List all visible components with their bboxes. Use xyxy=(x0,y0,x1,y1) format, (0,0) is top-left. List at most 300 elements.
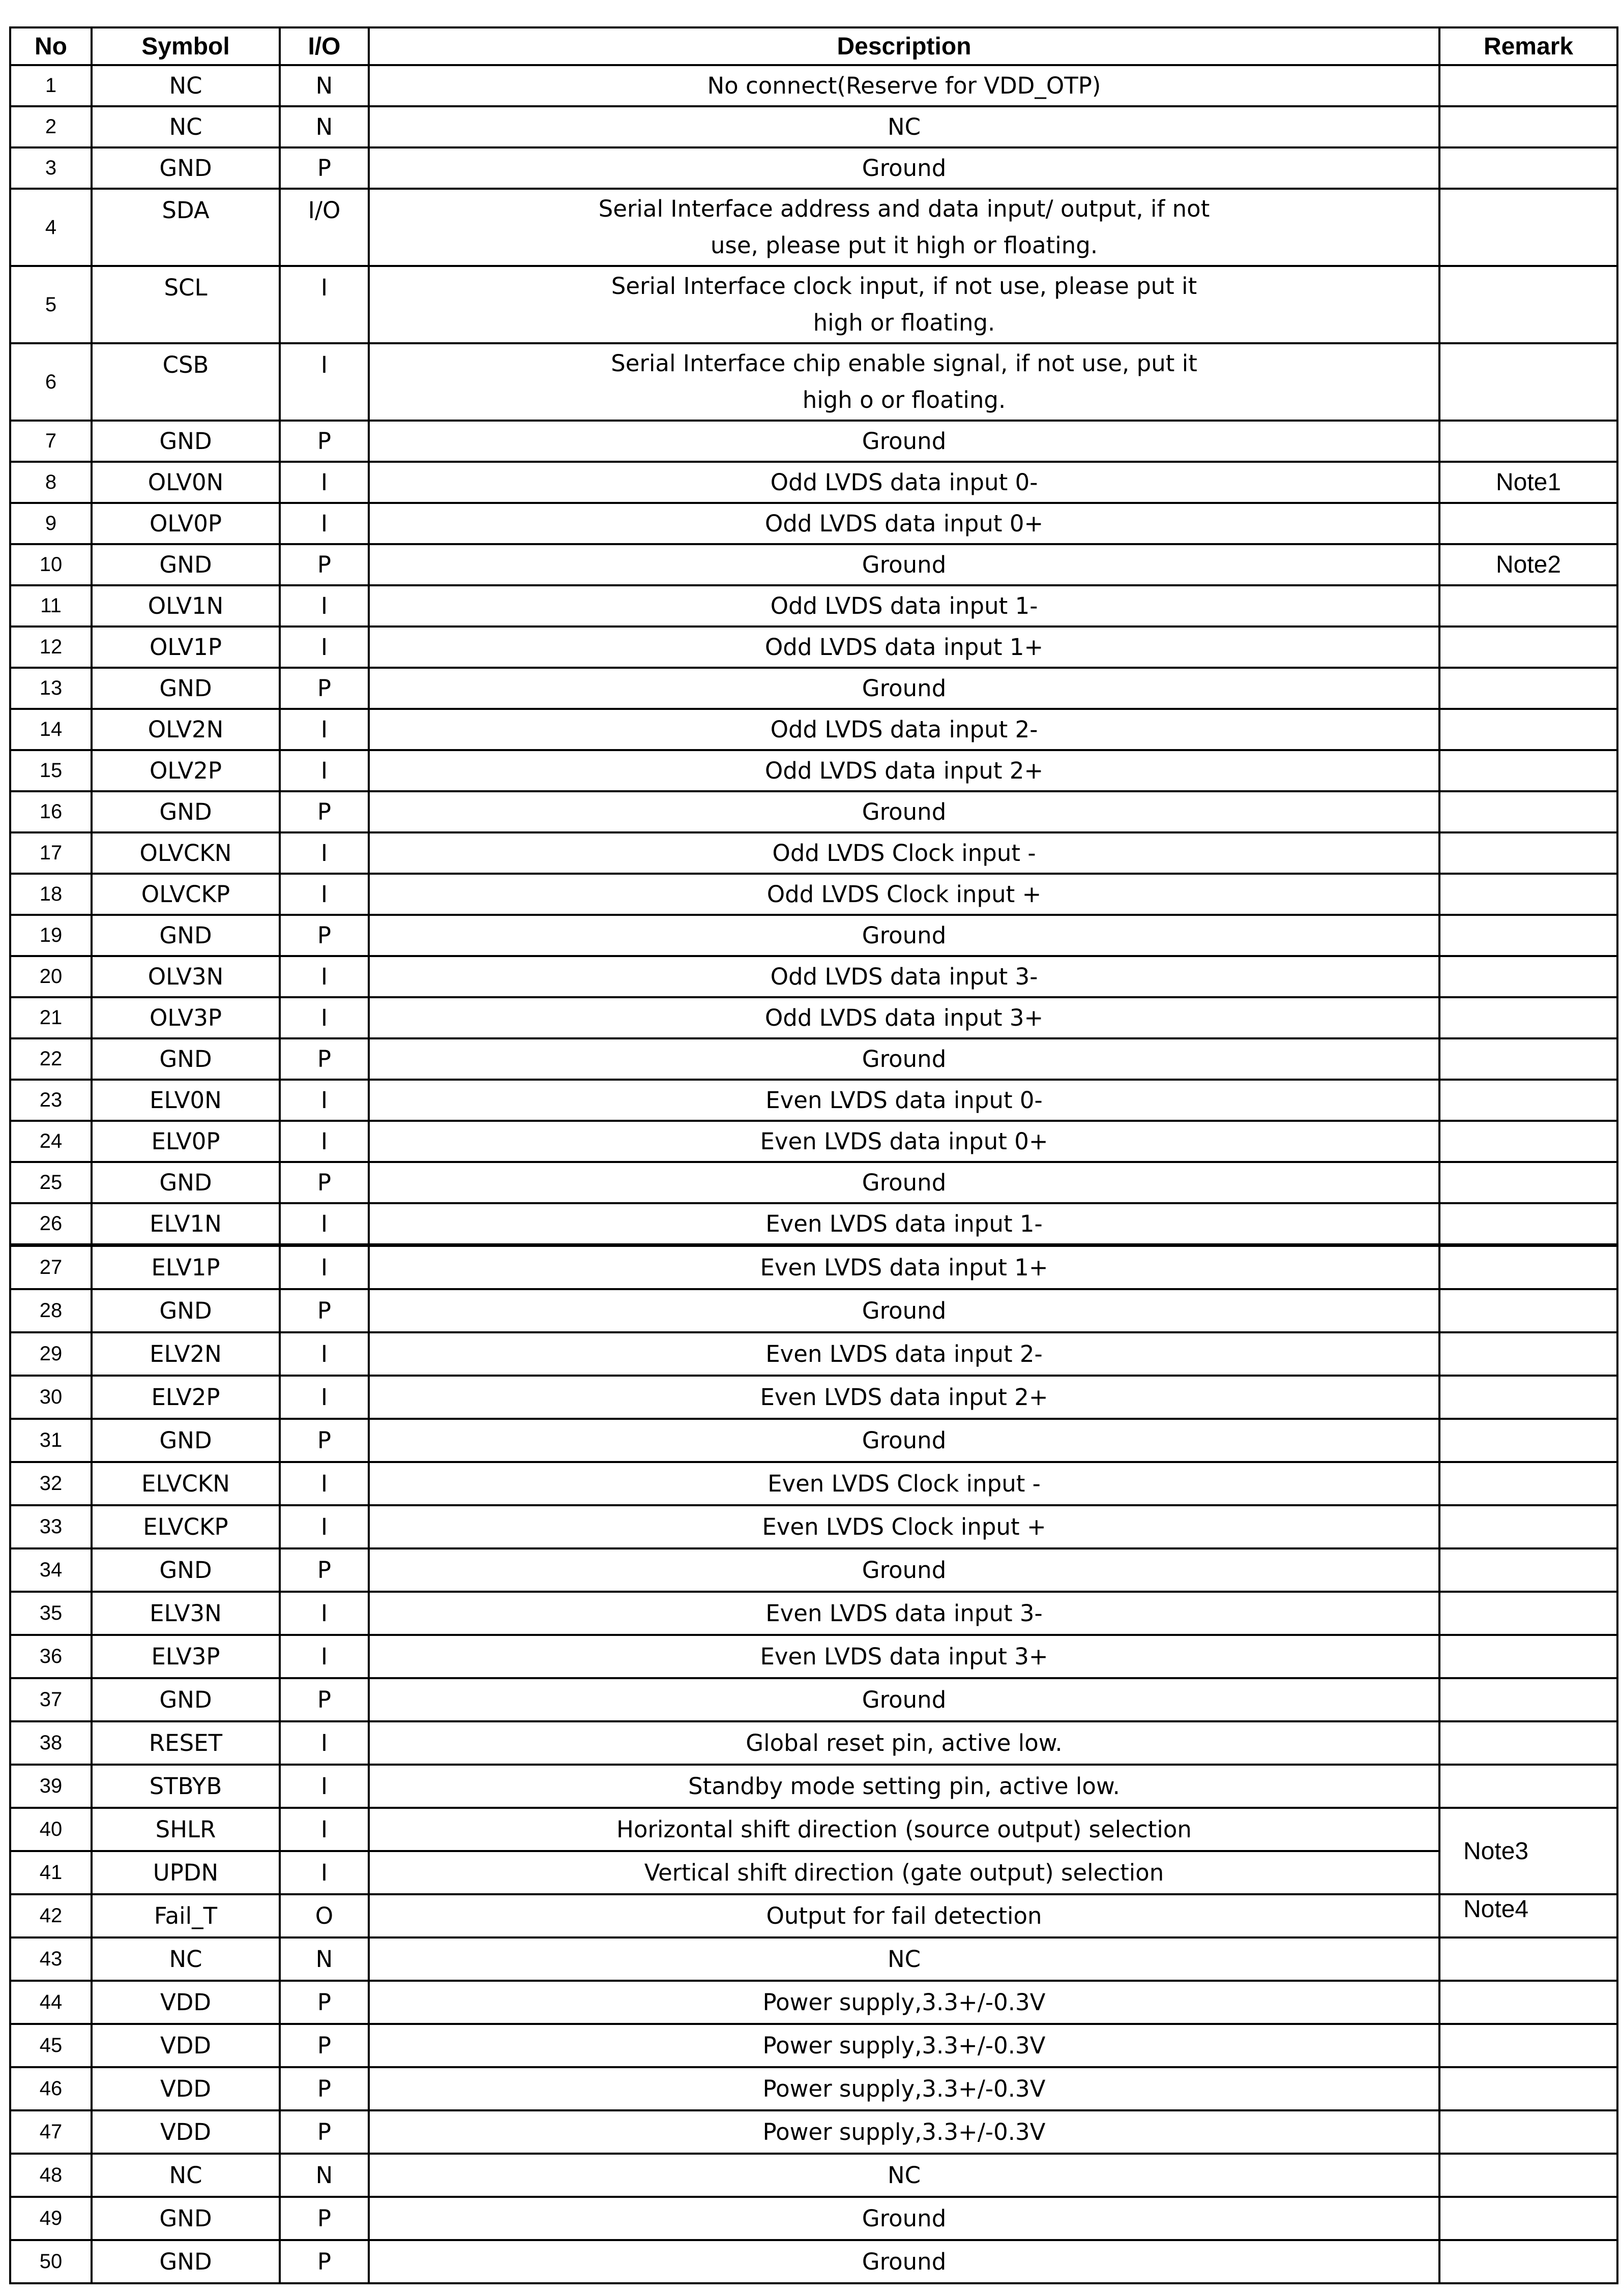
pin-symbol: GND xyxy=(92,668,280,709)
table-row xyxy=(10,668,1617,709)
pin-symbol: VDD xyxy=(92,2067,280,2110)
pin-symbol: NC xyxy=(92,106,280,147)
pin-description xyxy=(369,189,1439,266)
pin-number: 40 xyxy=(10,1808,92,1851)
pin-remark xyxy=(1439,1678,1617,1721)
pin-description: NC xyxy=(369,106,1439,147)
pin-remark xyxy=(1439,2110,1617,2154)
pin-description: Ground xyxy=(369,791,1439,832)
table-row xyxy=(10,1548,1617,1592)
pin-symbol: OLV3N xyxy=(92,956,280,997)
pin-number: 21 xyxy=(10,997,92,1038)
pin-io: P xyxy=(280,1289,369,1332)
pin-io: P xyxy=(280,2067,369,2110)
pin-number: 41 xyxy=(10,1851,92,1894)
pin-number: 34 xyxy=(10,1548,92,1592)
pin-symbol: GND xyxy=(92,2197,280,2240)
pin-remark xyxy=(1439,668,1617,709)
pin-remark xyxy=(1439,1038,1617,1080)
table-row xyxy=(10,832,1617,874)
table-row xyxy=(10,1981,1617,2024)
pin-io: N xyxy=(280,106,369,147)
pin-remark xyxy=(1439,1937,1617,1981)
pin-symbol: SDA xyxy=(92,189,280,266)
pin-io: I xyxy=(280,1808,369,1851)
pin-number: 44 xyxy=(10,1981,92,2024)
pin-io: N xyxy=(280,65,369,106)
table-row xyxy=(10,544,1617,585)
table-row xyxy=(10,1419,1617,1462)
pin-remark xyxy=(1439,1121,1617,1162)
pin-remark xyxy=(1439,956,1617,997)
pin-number: 1 xyxy=(10,65,92,106)
pin-number: 11 xyxy=(10,585,92,627)
pin-number: 49 xyxy=(10,2197,92,2240)
pin-io: I xyxy=(280,1592,369,1635)
pin-description xyxy=(369,343,1439,421)
pin-io: P xyxy=(280,2110,369,2154)
pin-symbol: NC xyxy=(92,1937,280,1981)
table-row xyxy=(10,2024,1617,2067)
pin-description: Odd LVDS Clock input - xyxy=(369,832,1439,874)
pin-io: I xyxy=(280,1505,369,1548)
table-row xyxy=(10,1937,1617,1981)
pin-remark xyxy=(1439,147,1617,189)
pin-symbol: GND xyxy=(92,1678,280,1721)
table-row xyxy=(10,2240,1617,2283)
table-row xyxy=(10,1765,1617,1808)
pin-description: No connect(Reserve for VDD_OTP) xyxy=(369,65,1439,106)
pin-symbol: OLV1N xyxy=(92,585,280,627)
pin-io: I xyxy=(280,997,369,1038)
pin-remark xyxy=(1439,1548,1617,1592)
pin-io: P xyxy=(280,1038,369,1080)
pin-number: 32 xyxy=(10,1462,92,1505)
pin-number: 8 xyxy=(10,462,92,503)
pin-description: Odd LVDS data input 3- xyxy=(369,956,1439,997)
pin-number: 10 xyxy=(10,544,92,585)
pin-remark xyxy=(1439,1419,1617,1462)
pin-number: 30 xyxy=(10,1376,92,1419)
table-row xyxy=(10,1376,1617,1419)
pin-remark xyxy=(1439,266,1617,343)
pin-remark xyxy=(1439,832,1617,874)
pin-description: Even LVDS data input 3+ xyxy=(369,1635,1439,1678)
pin-remark xyxy=(1439,1080,1617,1121)
pin-number: 17 xyxy=(10,832,92,874)
pin-table-upper xyxy=(9,26,1618,1245)
table-row xyxy=(10,1851,1617,1894)
pin-io: I xyxy=(280,832,369,874)
pin-number: 3 xyxy=(10,147,92,189)
pin-symbol: GND xyxy=(92,1289,280,1332)
table-row xyxy=(10,106,1617,147)
pin-description: Odd LVDS data input 1+ xyxy=(369,627,1439,668)
pin-io: P xyxy=(280,2197,369,2240)
pin-io: I xyxy=(280,503,369,544)
pin-io: P xyxy=(280,1981,369,2024)
pin-io: I/O xyxy=(280,189,369,266)
pin-number: 4 xyxy=(10,189,92,266)
pin-remark xyxy=(1439,343,1617,421)
pin-symbol: ELV2N xyxy=(92,1332,280,1376)
pin-remark xyxy=(1439,2067,1617,2110)
pin-description: Ground xyxy=(369,544,1439,585)
table-row xyxy=(10,1678,1617,1721)
pin-io: P xyxy=(280,791,369,832)
table-row xyxy=(10,266,1617,343)
pin-number: 19 xyxy=(10,915,92,956)
pin-symbol: OLV2N xyxy=(92,709,280,750)
pin-remark xyxy=(1439,2024,1617,2067)
pin-symbol: GND xyxy=(92,421,280,462)
pin-remark xyxy=(1439,1721,1617,1765)
description-line: high o or floating. xyxy=(802,386,1006,413)
pin-io: I xyxy=(280,343,369,421)
table-row xyxy=(10,1592,1617,1635)
table-row xyxy=(10,1635,1617,1678)
pin-symbol: VDD xyxy=(92,1981,280,2024)
pin-number: 38 xyxy=(10,1721,92,1765)
header-description: Description xyxy=(369,27,1439,65)
pin-symbol: OLV0P xyxy=(92,503,280,544)
pin-number: 7 xyxy=(10,421,92,462)
pin-symbol: ELVCKP xyxy=(92,1505,280,1548)
pin-symbol: RESET xyxy=(92,1721,280,1765)
table-row xyxy=(10,1462,1617,1505)
description-line: Serial Interface chip enable signal, if not use, put it xyxy=(611,350,1197,377)
pin-number: 15 xyxy=(10,750,92,791)
pin-number: 45 xyxy=(10,2024,92,2067)
pin-symbol: ELV3P xyxy=(92,1635,280,1678)
pin-symbol: GND xyxy=(92,791,280,832)
table-row xyxy=(10,421,1617,462)
table-row xyxy=(10,65,1617,106)
pin-number: 36 xyxy=(10,1635,92,1678)
table-row xyxy=(10,997,1617,1038)
pin-description: Ground xyxy=(369,2240,1439,2283)
table-row xyxy=(10,1121,1617,1162)
pin-description: Odd LVDS data input 2+ xyxy=(369,750,1439,791)
pin-io: P xyxy=(280,1548,369,1592)
pin-symbol: GND xyxy=(92,1419,280,1462)
pin-symbol: NC xyxy=(92,65,280,106)
pin-remark xyxy=(1439,915,1617,956)
table-row xyxy=(10,1162,1617,1203)
pin-description: Global reset pin, active low. xyxy=(369,1721,1439,1765)
pin-number: 37 xyxy=(10,1678,92,1721)
description-line: high or floating. xyxy=(813,309,995,336)
table-row xyxy=(10,503,1617,544)
pin-number: 9 xyxy=(10,503,92,544)
pin-symbol: Fail_T xyxy=(92,1894,280,1937)
table-row xyxy=(10,1808,1617,1851)
pin-io: I xyxy=(280,1246,369,1289)
pin-io: P xyxy=(280,544,369,585)
pin-io: I xyxy=(280,750,369,791)
table-row xyxy=(10,2154,1617,2197)
pin-description: Ground xyxy=(369,668,1439,709)
pin-remark xyxy=(1439,421,1617,462)
pin-remark: Note4 xyxy=(1439,1894,1617,1937)
pin-symbol: ELVCKN xyxy=(92,1462,280,1505)
pin-symbol: VDD xyxy=(92,2024,280,2067)
pin-io: P xyxy=(280,2240,369,2283)
pin-description: Odd LVDS Clock input + xyxy=(369,874,1439,915)
pin-number: 5 xyxy=(10,266,92,343)
pin-description: Even LVDS data input 3- xyxy=(369,1592,1439,1635)
pin-remark xyxy=(1439,1462,1617,1505)
pin-remark: Note1 xyxy=(1439,462,1617,503)
pin-io: I xyxy=(280,709,369,750)
pin-io: I xyxy=(280,1332,369,1376)
pin-symbol: UPDN xyxy=(92,1851,280,1894)
table-row xyxy=(10,2110,1617,2154)
pin-io: I xyxy=(280,266,369,343)
pin-remark xyxy=(1439,585,1617,627)
pin-number: 27 xyxy=(10,1246,92,1289)
pin-description: Odd LVDS data input 0- xyxy=(369,462,1439,503)
pin-table-lower xyxy=(9,1245,1618,2284)
pin-symbol: CSB xyxy=(92,343,280,421)
pin-remark xyxy=(1439,1765,1617,1808)
pin-symbol: GND xyxy=(92,1162,280,1203)
table-row xyxy=(10,585,1617,627)
pin-number: 28 xyxy=(10,1289,92,1332)
pin-symbol: OLV0N xyxy=(92,462,280,503)
pin-description: Standby mode setting pin, active low. xyxy=(369,1765,1439,1808)
table-row xyxy=(10,874,1617,915)
pin-number: 48 xyxy=(10,2154,92,2197)
table-row xyxy=(10,1080,1617,1121)
pin-remark xyxy=(1439,1981,1617,2024)
pin-io: I xyxy=(280,956,369,997)
pin-number: 24 xyxy=(10,1121,92,1162)
pin-description: Even LVDS data input 0- xyxy=(369,1080,1439,1121)
pin-remark xyxy=(1439,65,1617,106)
pin-number: 31 xyxy=(10,1419,92,1462)
pin-description: Ground xyxy=(369,147,1439,189)
description-line: Serial Interface address and data input/ output, if not xyxy=(598,195,1210,222)
pin-remark xyxy=(1439,1376,1617,1419)
pin-description: Even LVDS Clock input - xyxy=(369,1462,1439,1505)
pin-description: Even LVDS data input 0+ xyxy=(369,1121,1439,1162)
pin-symbol: OLV2P xyxy=(92,750,280,791)
table-row xyxy=(10,956,1617,997)
pin-remark xyxy=(1439,874,1617,915)
table-row xyxy=(10,1721,1617,1765)
pin-description: Power supply,3.3+/-0.3V xyxy=(369,2067,1439,2110)
pin-remark xyxy=(1439,750,1617,791)
pin-remark xyxy=(1439,2154,1617,2197)
pin-io: O xyxy=(280,1894,369,1937)
pin-description: Odd LVDS data input 0+ xyxy=(369,503,1439,544)
pin-io: I xyxy=(280,1721,369,1765)
pin-symbol: ELV0N xyxy=(92,1080,280,1121)
pin-number: 26 xyxy=(10,1203,92,1244)
pin-number: 13 xyxy=(10,668,92,709)
pin-io: P xyxy=(280,2024,369,2067)
pin-symbol: SHLR xyxy=(92,1808,280,1851)
pin-description: Even LVDS data input 2+ xyxy=(369,1376,1439,1419)
pin-description: Horizontal shift direction (source output) selection xyxy=(369,1808,1439,1851)
pin-number: 39 xyxy=(10,1765,92,1808)
pin-io: P xyxy=(280,668,369,709)
pin-number: 43 xyxy=(10,1937,92,1981)
pin-number: 23 xyxy=(10,1080,92,1121)
pin-remark xyxy=(1439,1635,1617,1678)
pin-number: 2 xyxy=(10,106,92,147)
table-row xyxy=(10,1894,1617,1937)
table-row xyxy=(10,147,1617,189)
header-remark: Remark xyxy=(1439,27,1617,65)
pin-description: NC xyxy=(369,1937,1439,1981)
table-row xyxy=(10,627,1617,668)
pin-number: 50 xyxy=(10,2240,92,2283)
pin-io: I xyxy=(280,1851,369,1894)
description-line: use, please put it high or floating. xyxy=(710,232,1098,259)
pin-io: P xyxy=(280,147,369,189)
pin-remark xyxy=(1439,997,1617,1038)
pin-symbol: ELV1P xyxy=(92,1246,280,1289)
pin-symbol: ELV0P xyxy=(92,1121,280,1162)
table-row xyxy=(10,750,1617,791)
pin-description: Ground xyxy=(369,1548,1439,1592)
pin-description: Odd LVDS data input 2- xyxy=(369,709,1439,750)
pin-symbol: GND xyxy=(92,1548,280,1592)
pin-symbol: OLVCKN xyxy=(92,832,280,874)
pin-number: 14 xyxy=(10,709,92,750)
pin-remark xyxy=(1439,1246,1617,1289)
pin-symbol: NC xyxy=(92,2154,280,2197)
pin-description: Odd LVDS data input 1- xyxy=(369,585,1439,627)
pin-io: I xyxy=(280,585,369,627)
pin-remark: Note3 xyxy=(1439,1808,1617,1894)
table-row xyxy=(10,709,1617,750)
pin-description: Power supply,3.3+/-0.3V xyxy=(369,2110,1439,2154)
pin-description: NC xyxy=(369,2154,1439,2197)
pin-remark xyxy=(1439,1505,1617,1548)
table-row xyxy=(10,462,1617,503)
pin-io: I xyxy=(280,1080,369,1121)
pin-io: I xyxy=(280,462,369,503)
table-row xyxy=(10,1332,1617,1376)
pin-io: I xyxy=(280,1462,369,1505)
pin-description: Ground xyxy=(369,2197,1439,2240)
table-row xyxy=(10,1246,1617,1289)
pin-description: Ground xyxy=(369,915,1439,956)
pin-symbol: ELV1N xyxy=(92,1203,280,1244)
pin-symbol: OLVCKP xyxy=(92,874,280,915)
pin-description: Odd LVDS data input 3+ xyxy=(369,997,1439,1038)
pin-description: Ground xyxy=(369,1419,1439,1462)
pin-remark: Note2 xyxy=(1439,544,1617,585)
pin-description: Output for fail detection xyxy=(369,1894,1439,1937)
pin-description: Even LVDS data input 2- xyxy=(369,1332,1439,1376)
pin-number: 46 xyxy=(10,2067,92,2110)
pin-symbol: GND xyxy=(92,1038,280,1080)
pin-remark xyxy=(1439,2240,1617,2283)
table-row xyxy=(10,2067,1617,2110)
pin-remark xyxy=(1439,2197,1617,2240)
header-symbol: Symbol xyxy=(92,27,280,65)
pin-description: Even LVDS data input 1+ xyxy=(369,1246,1439,1289)
pin-number: 25 xyxy=(10,1162,92,1203)
pin-remark xyxy=(1439,709,1617,750)
pin-symbol: OLV1P xyxy=(92,627,280,668)
pin-io: N xyxy=(280,2154,369,2197)
pin-symbol: VDD xyxy=(92,2110,280,2154)
pin-symbol: GND xyxy=(92,544,280,585)
pin-description: Even LVDS data input 1- xyxy=(369,1203,1439,1244)
pin-io: P xyxy=(280,1419,369,1462)
table-row xyxy=(10,1505,1617,1548)
pin-io: I xyxy=(280,1203,369,1244)
pin-remark xyxy=(1439,1592,1617,1635)
table-row xyxy=(10,1203,1617,1244)
table-row xyxy=(10,2197,1617,2240)
pin-io: I xyxy=(280,1121,369,1162)
pin-io: I xyxy=(280,874,369,915)
pin-description: Ground xyxy=(369,1678,1439,1721)
pin-description: Ground xyxy=(369,1162,1439,1203)
pin-remark xyxy=(1439,1289,1617,1332)
pin-symbol: ELV2P xyxy=(92,1376,280,1419)
pin-remark xyxy=(1439,627,1617,668)
pin-io: I xyxy=(280,1376,369,1419)
pin-remark xyxy=(1439,1332,1617,1376)
pin-number: 47 xyxy=(10,2110,92,2154)
pin-symbol: OLV3P xyxy=(92,997,280,1038)
header-no: No xyxy=(10,27,92,65)
pin-remark xyxy=(1439,189,1617,266)
pin-number: 6 xyxy=(10,343,92,421)
pin-io: I xyxy=(280,627,369,668)
pin-io: I xyxy=(280,1765,369,1808)
table-row xyxy=(10,189,1617,266)
header-row xyxy=(10,27,1617,65)
pin-number: 29 xyxy=(10,1332,92,1376)
pin-description xyxy=(369,266,1439,343)
pin-remark xyxy=(1439,106,1617,147)
pin-symbol: GND xyxy=(92,915,280,956)
pin-number: 33 xyxy=(10,1505,92,1548)
pin-number: 12 xyxy=(10,627,92,668)
table-row xyxy=(10,791,1617,832)
pin-symbol: STBYB xyxy=(92,1765,280,1808)
header-io: I/O xyxy=(280,27,369,65)
pin-symbol: GND xyxy=(92,2240,280,2283)
pin-description: Power supply,3.3+/-0.3V xyxy=(369,2024,1439,2067)
pin-number: 20 xyxy=(10,956,92,997)
table-row xyxy=(10,343,1617,421)
pin-description: Ground xyxy=(369,421,1439,462)
pin-description: Ground xyxy=(369,1038,1439,1080)
pin-remark xyxy=(1439,791,1617,832)
pin-io: N xyxy=(280,1937,369,1981)
table-row xyxy=(10,1289,1617,1332)
pin-description: Vertical shift direction (gate output) selection xyxy=(369,1851,1439,1894)
pin-description: Even LVDS Clock input + xyxy=(369,1505,1439,1548)
pin-symbol: ELV3N xyxy=(92,1592,280,1635)
pin-number: 16 xyxy=(10,791,92,832)
pin-description: Ground xyxy=(369,1289,1439,1332)
pin-io: P xyxy=(280,1162,369,1203)
pin-number: 35 xyxy=(10,1592,92,1635)
pin-number: 18 xyxy=(10,874,92,915)
pin-io: P xyxy=(280,915,369,956)
pin-symbol: SCL xyxy=(92,266,280,343)
